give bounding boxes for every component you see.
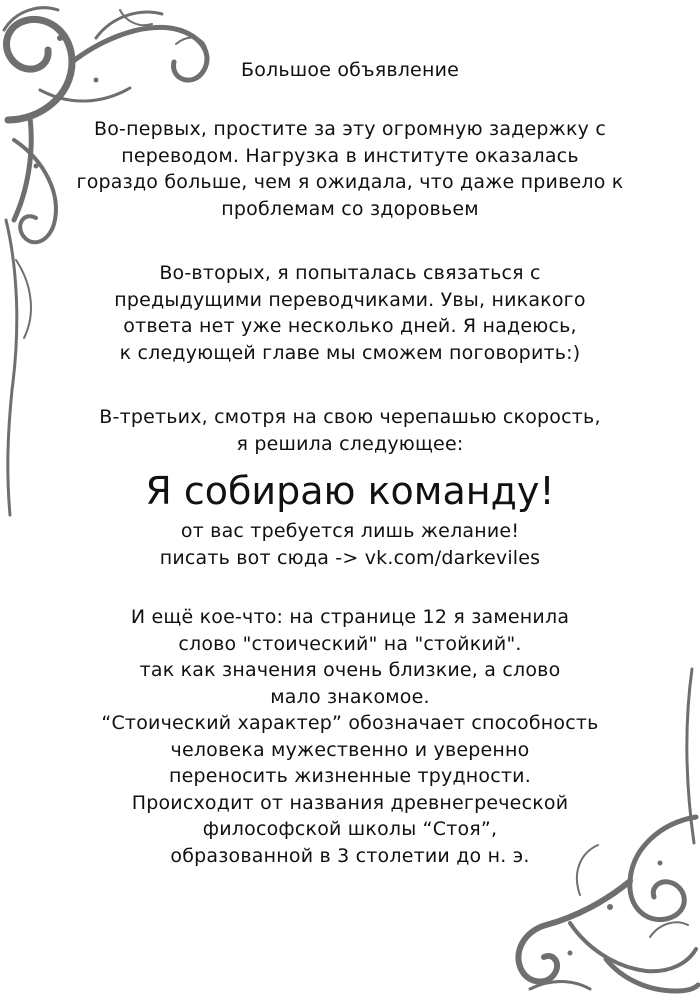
text-line: философской школы “Стоя”,: [202, 818, 498, 840]
text-line: И ещё кое-что: на странице 12 я заменила: [130, 606, 570, 628]
text-line: от вас требуется лишь желание!: [180, 520, 520, 542]
team-recruitment-headline: Я собираю команду!: [145, 469, 555, 513]
text-line: В-третьих, смотря на свою черепашью скорость,: [99, 406, 601, 428]
contact-link-text: писать вот сюда -> vk.com/darkeviles: [159, 546, 541, 569]
text-line: так как значения очень близкие, а слово: [139, 659, 561, 681]
text-line: Происходит от названия древнегреческой: [131, 791, 569, 814]
text-line: слово "стоический" на "стойкий".: [178, 632, 522, 655]
announcement-title: [30, 57, 670, 84]
text-line: я решила следующее:: [236, 432, 464, 455]
text-line: ответа нет уже несколько дней. Я надеюсь,: [123, 315, 577, 337]
text-line: переводом. Нагрузка в институте оказалась: [121, 144, 579, 167]
paragraph-decision: [30, 404, 670, 457]
text-line: мало знакомое.: [270, 685, 430, 708]
text-line: Во-вторых, я попыталась связаться с: [159, 262, 541, 284]
paragraph-apology: [30, 116, 670, 222]
text-line: проблемам со здоровьем: [221, 197, 479, 220]
text-line: предыдущими переводчиками. Увы, никакого: [114, 288, 586, 311]
text-line: гораздо больше, чем я ожидала, что даже привело к: [76, 171, 624, 193]
text-line: “Стоический характер” обозначает способность: [101, 712, 599, 734]
text-line: Во-первых, простите за эту огромную задержку с: [93, 118, 607, 140]
text-line: образованной в 3 столетии до н. э.: [170, 844, 530, 867]
text-line: человека мужественно и уверенно: [170, 738, 530, 761]
paragraph-previous-translators: [30, 260, 670, 366]
text-line: переносить жизненные трудности.: [169, 765, 531, 787]
paragraph-translation-note: [30, 604, 670, 869]
title-text: Большое объявление: [240, 59, 460, 81]
text-line: к следующей главе мы сможем поговорить:): [119, 341, 581, 364]
paragraph-recruitment-contact: [30, 518, 670, 571]
